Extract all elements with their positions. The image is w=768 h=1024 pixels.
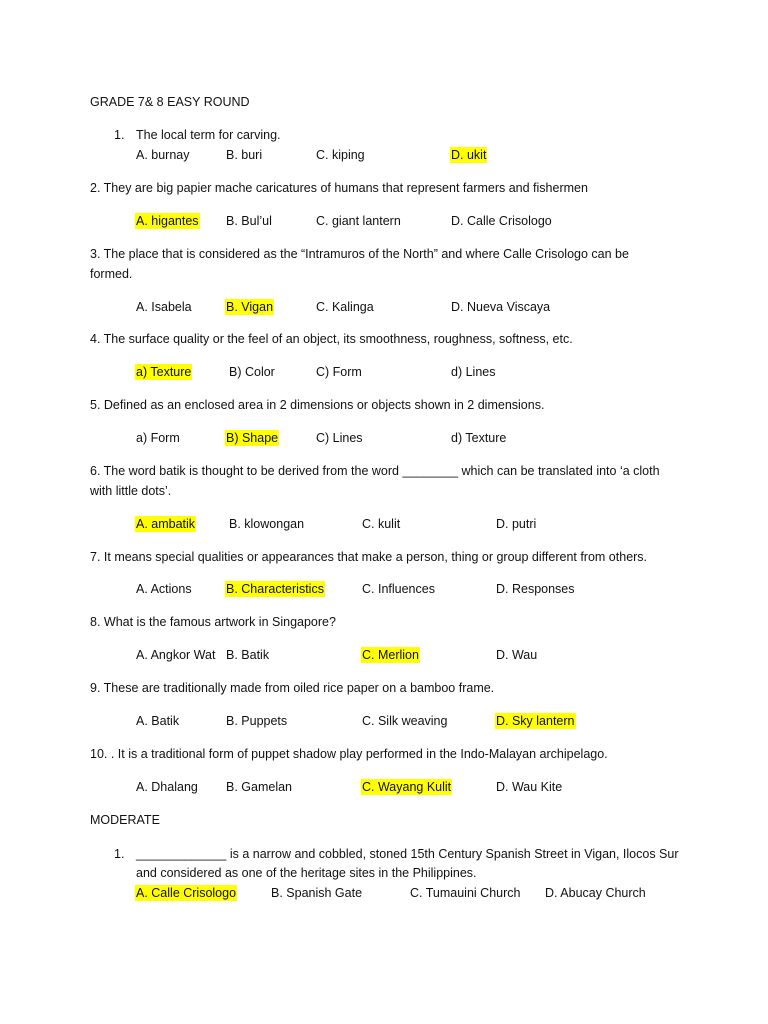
question-text: 9. These are traditionally made from oiled rice paper on a bamboo frame. — [90, 681, 495, 695]
option-a-answer: A. Calle Crisologo — [136, 886, 237, 900]
question-text: 4. The surface quality or the feel of an object, its smoothness, roughness, softness, etc. — [90, 332, 573, 346]
option-a: a) Form — [136, 431, 180, 445]
option-b: B. Batik — [226, 648, 270, 662]
option-b: B. klowongan — [229, 517, 305, 531]
option-c: C. Tumauini Church — [410, 886, 521, 900]
question-text: 2. They are big papier mache caricatures of humans that represent farmers and fishermen — [90, 181, 588, 195]
option-c: C. kulit — [362, 517, 401, 531]
moderate-heading: MODERATE — [90, 813, 160, 827]
option-d: D. Wau — [496, 648, 538, 662]
option-a: A. Angkor Wat — [136, 648, 216, 662]
question-text: 5. Defined as an enclosed area in 2 dimensions or objects shown in 2 dimensions. — [90, 398, 545, 412]
option-c-answer: C. Wayang Kulit — [362, 780, 452, 794]
option-b: B) Color — [229, 365, 275, 379]
option-b: B. Puppets — [226, 714, 288, 728]
option-a-answer: A. higantes — [136, 214, 199, 228]
option-a: A. Dhalang — [136, 780, 198, 794]
question-text-cont: and considered as one of the heritage sites in the Philippines. — [136, 866, 477, 880]
question-text: _____________ is a narrow and cobbled, stoned 15th Century Spanish Street in Vigan, Ilocos Sur — [136, 847, 679, 861]
option-b: B. Spanish Gate — [271, 886, 363, 900]
option-a-answer: a) Texture — [136, 365, 192, 379]
option-c: C. kiping — [316, 148, 365, 162]
option-d: D. Calle Crisologo — [451, 214, 552, 228]
option-b: B. Bul’ul — [226, 214, 272, 228]
option-b: B. buri — [226, 148, 263, 162]
option-d-answer: D. Sky lantern — [496, 714, 575, 728]
option-c: C) Form — [316, 365, 362, 379]
option-b-answer: B. Vigan — [226, 300, 274, 314]
question-number: 1. — [114, 128, 125, 142]
question-text: The local term for carving. — [136, 128, 281, 142]
option-d: D. Nueva Viscaya — [451, 300, 551, 314]
option-c: C. Kalinga — [316, 300, 374, 314]
option-a: A. Isabela — [136, 300, 192, 314]
option-a-answer: A. ambatik — [136, 517, 196, 531]
option-c-answer: C. Merlion — [362, 648, 419, 662]
option-d: D. putri — [496, 517, 537, 531]
option-a: A. burnay — [136, 148, 190, 162]
option-b-answer: B. Characteristics — [226, 582, 324, 596]
question-text: 7. It means special qualities or appearances that make a person, thing or group different from others. — [90, 550, 648, 564]
option-d: D. Abucay Church — [545, 886, 646, 900]
question-text: 10. . It is a traditional form of puppet shadow play performed in the Indo-Malayan archipelago. — [90, 747, 608, 761]
question-text-cont: formed. — [90, 267, 133, 281]
option-c: C. Influences — [362, 582, 435, 596]
option-d: D. Responses — [496, 582, 575, 596]
option-d-answer: D. ukit — [451, 148, 487, 162]
question-text: 6. The word batik is thought to be derived from the word ________ which can be translated into ‘a cloth — [90, 464, 660, 478]
option-a: A. Batik — [136, 714, 180, 728]
option-b-answer: B) Shape — [226, 431, 279, 445]
option-d: d) Lines — [451, 365, 496, 379]
question-text: 3. The place that is considered as the “Intramuros of the North” and where Calle Crisologo can be — [90, 247, 629, 261]
option-c: C. giant lantern — [316, 214, 401, 228]
question-text: 8. What is the famous artwork in Singapore? — [90, 615, 336, 629]
option-a: A. Actions — [136, 582, 192, 596]
question-number: 1. — [114, 847, 125, 861]
option-d: D. Wau Kite — [496, 780, 563, 794]
question-text-cont: with little dots’. — [90, 484, 172, 498]
option-c: C. Silk weaving — [362, 714, 448, 728]
easy-round-heading: GRADE 7& 8 EASY ROUND — [90, 95, 250, 109]
option-b: B. Gamelan — [226, 780, 293, 794]
option-c: C) Lines — [316, 431, 363, 445]
option-d: d) Texture — [451, 431, 507, 445]
